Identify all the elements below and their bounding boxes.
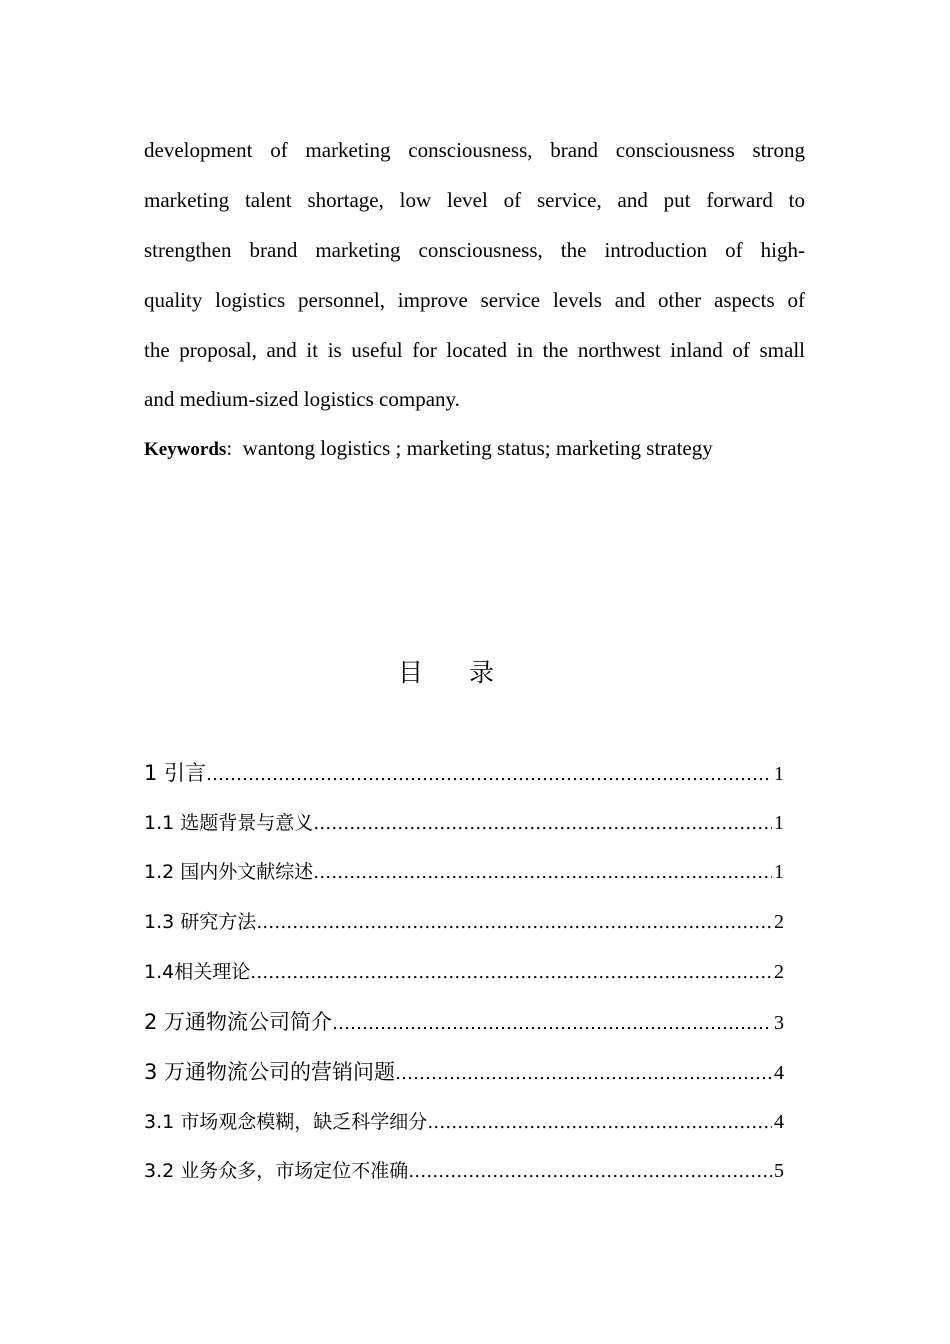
toc-entry-label: 3.2 业务众多，市场定位不准确	[144, 1160, 409, 1182]
toc-entry-page: 5	[774, 1160, 784, 1182]
toc-title-part2: 录	[469, 658, 495, 687]
toc-entry-leader	[206, 760, 772, 790]
toc-entry-label: 1.4相关理论	[144, 961, 251, 983]
toc-entry[interactable]	[144, 907, 784, 937]
toc-entry-page: 4	[774, 1111, 784, 1133]
toc-entry-page: 3	[774, 1012, 784, 1034]
toc-entry-label: 1.2 国内外文献综述	[144, 861, 314, 883]
abstract-line: marketing talent shortage, low level of service, and put forward to	[144, 188, 805, 212]
toc-entry-leader	[427, 1108, 772, 1138]
abstract-line: quality logistics personnel, improve service levels and other aspects of	[144, 288, 805, 312]
toc-entry[interactable]	[144, 1007, 784, 1037]
toc-entry-page: 1	[774, 861, 784, 883]
toc-entry-page: 2	[774, 911, 784, 933]
toc-entry[interactable]	[144, 857, 784, 887]
toc-entry-leader	[256, 908, 772, 938]
toc-entry-page: 4	[774, 1062, 784, 1084]
toc-entry[interactable]	[144, 957, 784, 987]
toc-entry-leader	[332, 1009, 772, 1039]
toc-entry-leader	[250, 958, 772, 988]
toc-entry-leader	[313, 809, 772, 839]
abstract-line: strengthen brand marketing consciousness, the introduction of high-	[144, 238, 805, 262]
toc-entry[interactable]	[144, 1107, 784, 1137]
toc-entry[interactable]	[144, 1057, 784, 1087]
keywords-label: Keywords	[144, 439, 227, 460]
toc-entry-leader	[313, 858, 772, 888]
toc-entry-leader	[408, 1157, 772, 1187]
toc-entry[interactable]	[144, 1156, 784, 1186]
abstract-line: the proposal, and it is useful for located in the northwest inland of small	[144, 338, 805, 362]
toc-entry-label: 1.1 选题背景与意义	[144, 812, 314, 834]
keywords-line	[144, 434, 713, 464]
toc-entry-page: 1	[774, 763, 784, 785]
toc-entry[interactable]	[144, 758, 784, 788]
toc-entry-label: 1.3 研究方法	[144, 911, 257, 933]
keywords-separator: :	[226, 436, 233, 460]
toc-entry-label: 1 引言	[144, 761, 207, 785]
abstract-line: development of marketing consciousness, brand consciousness strong	[144, 138, 805, 162]
toc-entry-page: 2	[774, 961, 784, 983]
abstract-line: and medium-sized logistics company.	[144, 387, 460, 411]
keywords-text: wantong logistics ; marketing status; marketing strategy	[242, 436, 713, 460]
toc-entry-label: 3 万通物流公司的营销问题	[144, 1060, 396, 1084]
toc-entry[interactable]	[144, 808, 784, 838]
toc-entry-page: 1	[774, 812, 784, 834]
toc-title-part1: 目	[398, 658, 424, 687]
toc-entry-label: 2 万通物流公司简介	[144, 1010, 333, 1034]
toc-entry-leader	[395, 1059, 772, 1089]
toc-title	[398, 656, 494, 690]
toc-entry-label: 3.1 市场观念模糊，缺乏科学细分	[144, 1111, 428, 1133]
